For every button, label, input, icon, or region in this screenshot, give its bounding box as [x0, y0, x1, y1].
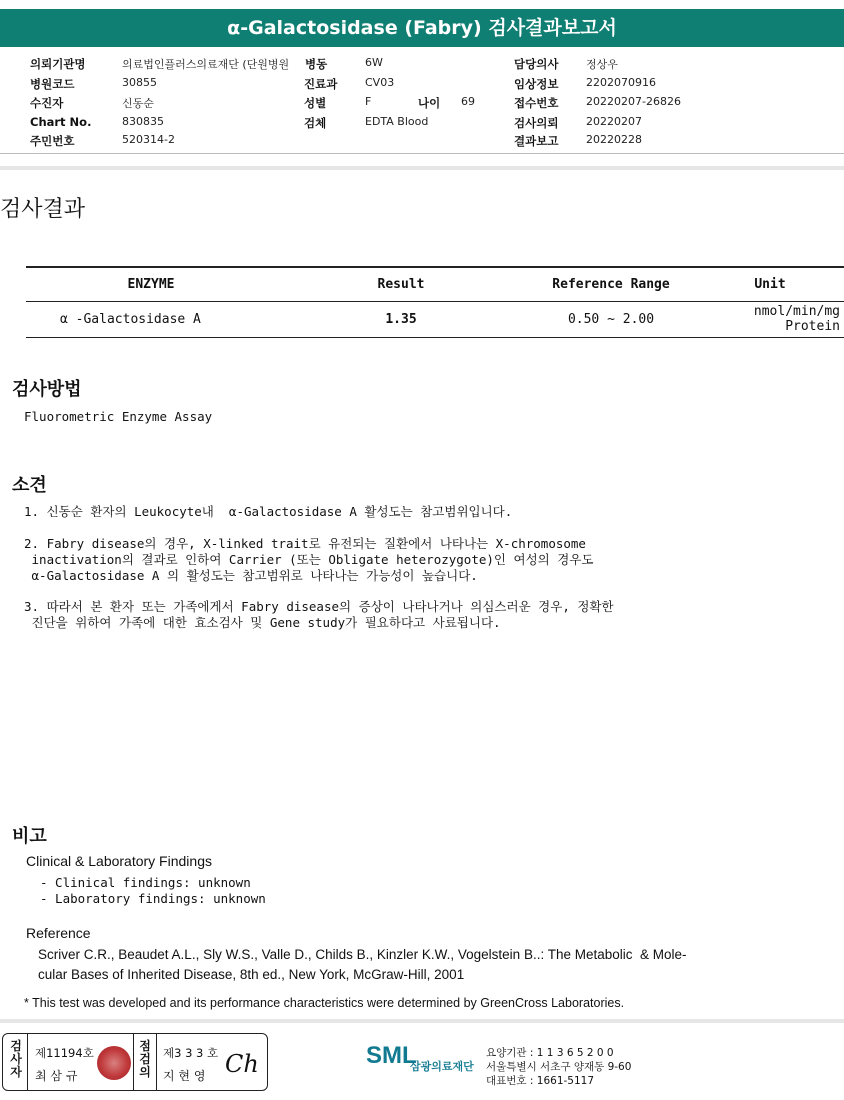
dept-value: CV03 [365, 76, 395, 89]
examinee-label: 수진자 [30, 96, 64, 110]
footnote: * This test was developed and its performance characteristics were determined by GreenCross Laboratories. [24, 996, 625, 1010]
result-cell: 1.35 [276, 301, 526, 337]
sml-logo: SML [366, 1042, 417, 1069]
rrn-label: 주민번호 [30, 134, 75, 148]
clinical-info-value: 2202070916 [586, 76, 656, 89]
hospital-code-value: 30855 [122, 76, 157, 89]
clinical-finding-item: - Clinical findings: unknown [40, 875, 251, 890]
examinee-value: 신동순 [122, 97, 154, 110]
divider [133, 1034, 134, 1090]
findings-heading: 소견 [12, 475, 47, 496]
report-date-label: 결과보고 [514, 134, 559, 148]
request-date-label: 검사의뢰 [514, 116, 559, 130]
examiner-name: 최 삼 규 [35, 1069, 78, 1083]
sml-logo-text: 삼광의료재단 [410, 1060, 474, 1073]
ward-label: 병동 [305, 57, 328, 71]
institution-label: 의뢰기관명 [30, 57, 86, 71]
range-cell: 0.50 ~ 2.00 [526, 301, 696, 337]
divider [0, 1019, 844, 1023]
doctor-value: 정상우 [586, 58, 618, 71]
column-header-range: Reference Range [526, 267, 696, 301]
divider [156, 1034, 157, 1090]
reference-title: Reference [26, 925, 91, 941]
remarks-heading: 비고 [12, 826, 47, 847]
inspector-license: 제3 3 3 호 [163, 1046, 219, 1060]
column-header-result: Result [276, 267, 526, 301]
age-value: 69 [461, 95, 475, 108]
divider [0, 153, 844, 154]
sex-value: F [365, 95, 372, 108]
clinical-findings-title: Clinical & Laboratory Findings [26, 853, 212, 869]
findings-line: 1. 신동순 환자의 Leukocyte내 α-Galactosidase A 활성도는 참고범위입니다. [24, 504, 513, 519]
request-date-value: 20220207 [586, 115, 642, 128]
examiner-label: 검 사 자 [10, 1039, 22, 1079]
column-header-unit: Unit [696, 267, 844, 301]
findings-line: 3. 따라서 본 환자 또는 가족에게서 Fabry disease의 증상이 나타나거나 의심스러운 경우, 정확한 [24, 599, 614, 614]
inspector-name: 지 현 영 [163, 1069, 206, 1083]
specimen-value: EDTA Blood [365, 115, 429, 128]
reference-line: Scriver C.R., Beaudet A.L., Sly W.S., Valle D., Childs B., Kinzler K.W., Vogelstein B..: The Metabolic & Mole- [38, 947, 687, 962]
report-title: α-Galactosidase (Fabry) 검사결과보고서 [0, 9, 844, 47]
unit-cell: nmol/min/mg Protein [696, 301, 844, 337]
receipt-no-label: 접수번호 [514, 96, 559, 110]
chart-no-value: 830835 [122, 115, 164, 128]
seal-icon [97, 1046, 131, 1080]
chart-no-label: Chart No. [30, 115, 92, 129]
specimen-label: 검체 [304, 116, 327, 130]
findings-line: α-Galactosidase A 의 활성도는 참고범위로 나타나는 가능성이 높습니다. [24, 568, 478, 583]
findings-line: 2. Fabry disease의 경우, X-linked trait로 유전되는 질환에서 나타나는 X-chromosome [24, 536, 586, 551]
report-date-value: 20220228 [586, 133, 642, 146]
signature-box [2, 1033, 268, 1091]
table-row [26, 301, 844, 337]
findings-line: 진단을 위하여 가족에 대한 효소검사 및 Gene study가 필요하다고 사료됩니다. [24, 615, 501, 630]
column-header-enzyme: ENZYME [26, 267, 276, 301]
method-heading: 검사방법 [12, 379, 82, 400]
results-heading: 검사결과 [0, 197, 86, 222]
institution-code: 요양기관 : 1 1 3 6 5 2 0 0 [486, 1047, 614, 1059]
sex-label: 성별 [304, 96, 327, 110]
results-table [26, 266, 844, 338]
enzyme-cell: α -Galactosidase A [26, 301, 276, 337]
institution-value: 의료법인플러스의료재단 (단원병원 [122, 58, 290, 71]
clinical-info-label: 임상정보 [514, 77, 559, 91]
phone: 대표번호 : 1661-5117 [486, 1075, 595, 1087]
doctor-label: 담당의사 [514, 57, 559, 71]
divider [0, 166, 844, 170]
signature: Ch [225, 1050, 259, 1078]
inspector-label: 점 검 의 [139, 1039, 151, 1079]
dept-label: 진료과 [304, 77, 338, 91]
age-label: 나이 [418, 96, 441, 110]
divider [27, 1034, 28, 1090]
address: 서울특별시 서초구 양재동 9-60 [486, 1061, 632, 1073]
hospital-code-label: 병원코드 [30, 77, 75, 91]
method-text: Fluorometric Enzyme Assay [24, 409, 213, 424]
table-header-row [26, 267, 844, 301]
receipt-no-value: 20220207-26826 [586, 95, 681, 108]
rrn-value: 520314-2 [122, 133, 175, 146]
clinical-finding-item: - Laboratory findings: unknown [40, 891, 266, 906]
reference-line: cular Bases of Inherited Disease, 8th ed., New York, McGraw-Hill, 2001 [38, 967, 465, 982]
ward-value: 6W [365, 56, 383, 69]
examiner-license: 제11194호 [35, 1046, 94, 1060]
findings-line: inactivation의 결과로 인하여 Carrier (또는 Obligate heterozygote)인 여성의 경우도 [24, 552, 594, 567]
